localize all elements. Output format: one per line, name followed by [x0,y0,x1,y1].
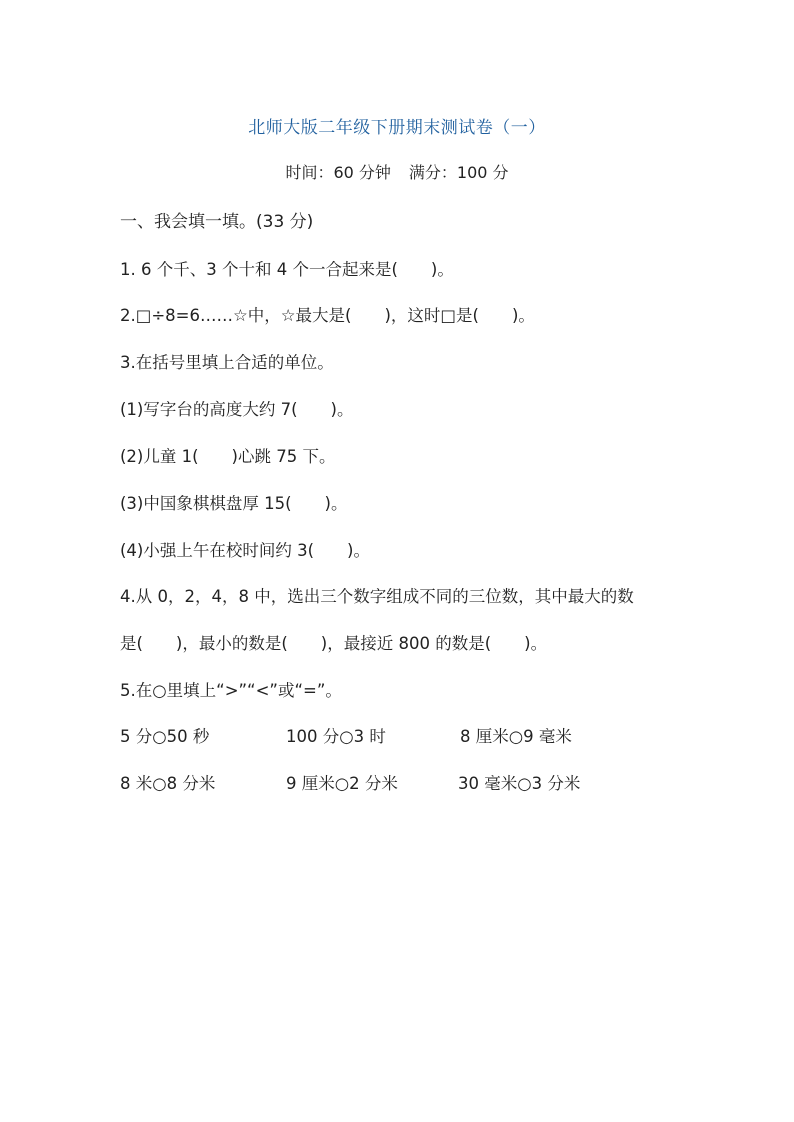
question-3-3: (3)中国象棋棋盘厚 15( )。 [120,494,348,513]
compare-item: 8 米○8 分米 [120,774,216,793]
question-2: 2.□÷8=6……☆中，☆最大是( )，这时□是( )。 [120,306,535,325]
compare-item: 30 毫米○3 分米 [458,774,581,793]
section-heading: 一、我会填一填。(33 分) [120,212,314,232]
time-limit: 时间：60 分钟 [285,163,391,182]
question-3-2: (2)儿童 1( )心跳 75 下。 [120,447,336,466]
question-4-line2: 是( )，最小的数是( )，最接近 800 的数是( )。 [120,634,548,653]
compare-item: 100 分○3 时 [286,727,386,746]
question-5: 5.在○里填上“>”“<”或“=”。 [120,681,342,700]
question-4-line1: 4.从 0，2，4，8 中，选出三个数字组成不同的三位数，其中最大的数 [120,587,634,606]
question-1: 1. 6 个千、3 个十和 4 个一合起来是( )。 [120,260,454,279]
compare-item: 8 厘米○9 毫米 [460,727,572,746]
full-score: 满分：100 分 [408,163,509,182]
compare-item: 9 厘米○2 分米 [286,774,398,793]
exam-meta [0,160,794,183]
compare-item: 5 分○50 秒 [120,727,210,746]
question-3: 3.在括号里填上合适的单位。 [120,353,334,372]
page-title: 北师大版二年级下册期末测试卷（一） [248,118,546,138]
question-3-4: (4)小强上午在校时间约 3( )。 [120,541,370,560]
question-3-1: (1)写字台的高度大约 7( )。 [120,400,354,419]
